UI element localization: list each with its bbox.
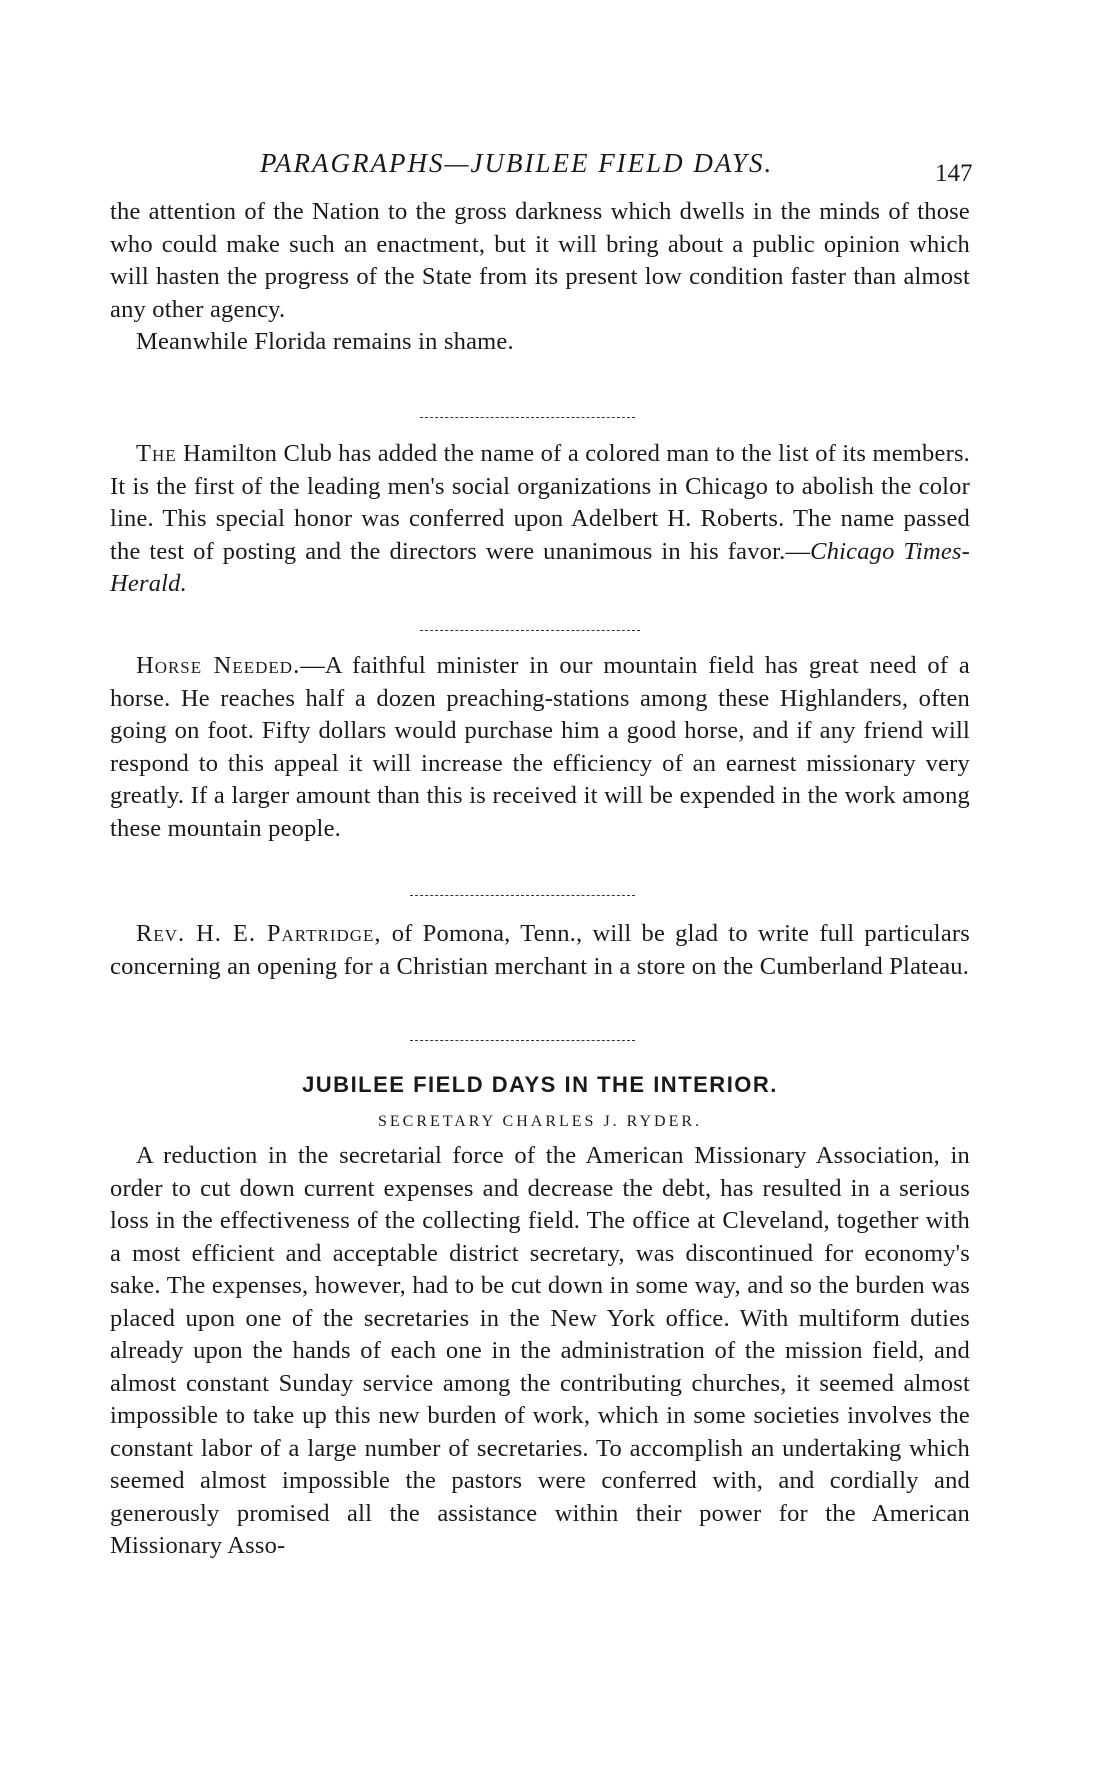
- paragraph-source: Chicago Times-Herald.: [110, 537, 970, 597]
- paragraph-florida-text: the attention of the Nation to the gross darkness which dwells in the minds of those who could make such an enactment, but it will bring about a public opinion which will hasten the progress of the State from its present low condition faster than almost any other agency.: [110, 198, 970, 323]
- article-body-text: A reduction in the secretarial force of the American Missionary Association, in order to cut down current expenses and decrease the debt, has resulted in a serious loss in the effectiveness of the collecting field. The office at Cleveland, together with a most efficient and acceptable district secretary, was discontinued for economy's sake. The expenses, however, had to be cut down in some way, and so the burden was placed upon one of the secretaries in the New York office. With multiform duties already upon the hands of each one in the administration of the mission field, and almost constant Sunday service among the contributing churches, it seemed almost impossible to take up this new burden of work, which in some societies involves the constant labor of a large number of secretaries. To accomplish an undertaking which seemed almost impossible the pastors were conferred with, and cordially and generously promised all the assistance within their power for the American Missionary Asso-: [110, 1142, 970, 1559]
- paragraph-hamilton-club: [110, 438, 970, 601]
- paragraph-florida-closing: Meanwhile Florida remains in shame.: [136, 328, 514, 355]
- article-body: [110, 1140, 970, 1563]
- paragraph-partridge-text: of Pomona, Tenn., will be glad to write full particulars concerning an opening for a Christian merchant in a store on the Cumberland Plateau.: [110, 920, 970, 980]
- section-divider: [420, 630, 640, 631]
- paragraph-florida: [110, 196, 970, 359]
- running-head: PARAGRAPHS—JUBILEE FIELD DAYS.: [260, 148, 774, 178]
- section-divider: [410, 1040, 635, 1041]
- paragraph-hamilton-club-text: Hamilton Club has added the name of a colored man to the list of its members. It is the first of the leading men's social organizations in Chicago to abolish the color line. This special honor was conferred upon Adelbert H. Roberts. The name passed the test of posting and the directors were unanimous in his favor.—: [110, 440, 970, 565]
- page-number: 147: [935, 160, 973, 187]
- article-heading: JUBILEE FIELD DAYS IN THE INTERIOR.: [302, 1072, 778, 1097]
- paragraph-lead: Horse Needed.: [136, 652, 301, 679]
- article-byline: SECRETARY CHARLES J. RYDER.: [377, 1113, 703, 1130]
- section-divider: [420, 417, 635, 418]
- paragraph-partridge: [110, 918, 970, 983]
- section-divider: [410, 895, 635, 896]
- paragraph-lead: Rev. H. E. Partridge,: [136, 920, 382, 947]
- paragraph-horse-needed-text: —A faithful minister in our mountain field has great need of a horse. He reaches half a dozen preaching-stations among these Highlanders, often going on foot. Fifty dollars would purchase him a good horse, and if any friend will respond to this appeal it will increase the efficiency of an earnest missionary very greatly. If a larger amount than this is received it will be expended in the work among these mountain people.: [110, 652, 970, 842]
- paragraph-horse-needed: [110, 650, 970, 845]
- paragraph-lead: The: [136, 440, 177, 467]
